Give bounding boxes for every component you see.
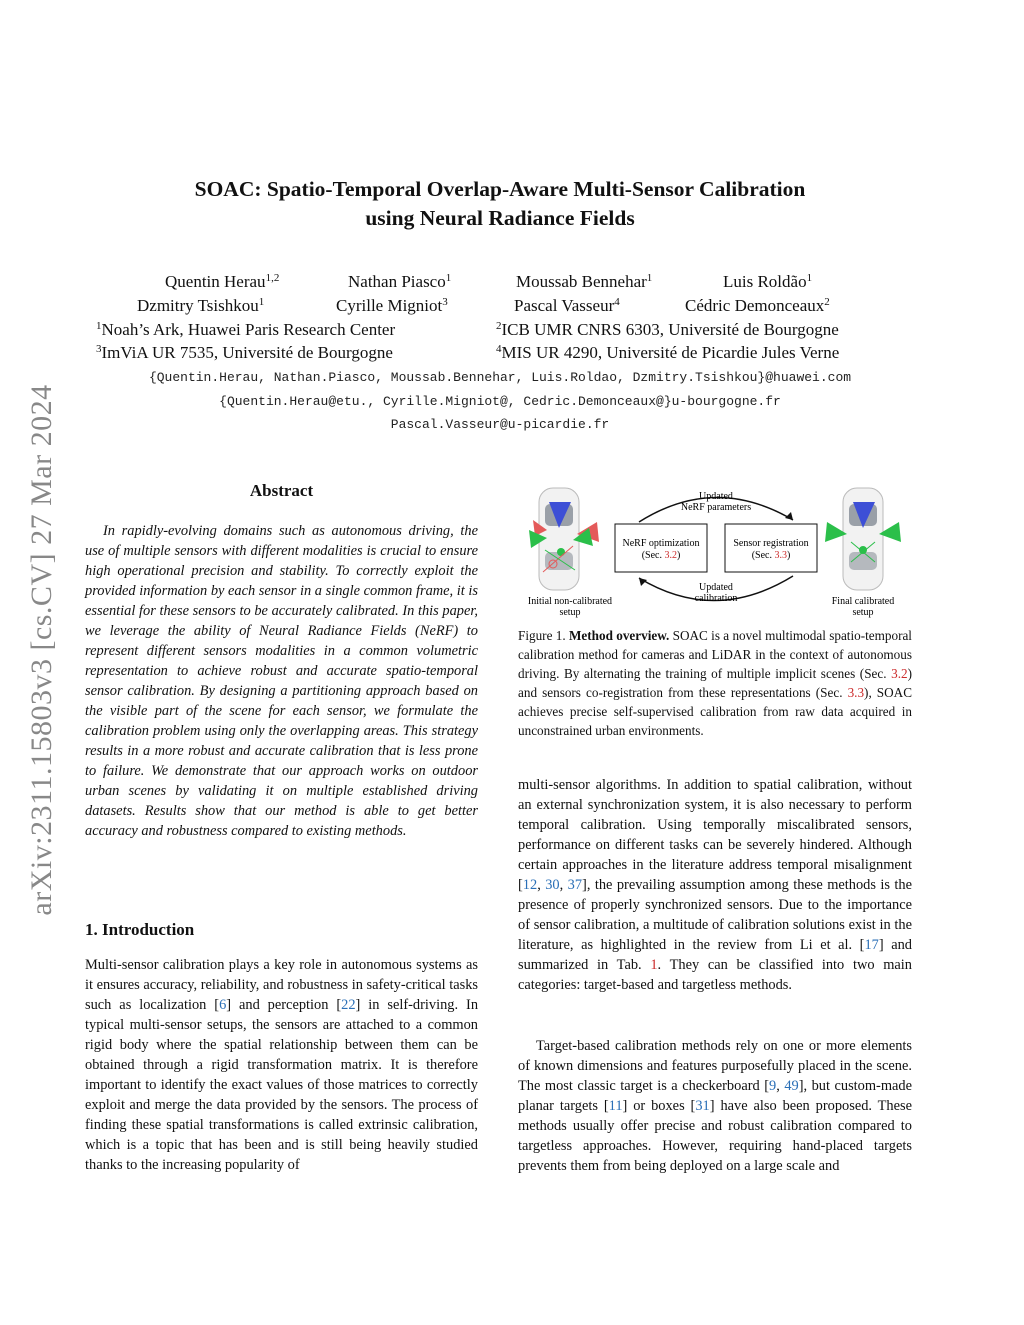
author: Dzmitry Tsishkou$^1$ <box>137 296 265 315</box>
calibrated-car-icon <box>825 488 901 590</box>
affiliation: $^1$Noah’s Ark, Huawei Paris Research Center <box>96 320 396 339</box>
author: Luis Roldão$^1$ <box>723 272 813 291</box>
author: Nathan Piasco$^1$ <box>348 272 452 291</box>
initial-car-icon <box>529 488 599 590</box>
initial-setup-label: setup <box>559 607 581 618</box>
affiliation: $^4$MIS UR 4290, Université de Picardie Jules Verne <box>496 343 840 362</box>
title-line-2: using Neural Radiance Fields <box>365 206 635 230</box>
email-line: Pascal.Vasseur@u-picardie.fr <box>390 417 610 432</box>
citation-link[interactable]: 31 <box>695 1098 710 1114</box>
citation-link[interactable]: 11 <box>608 1098 623 1114</box>
affiliation: $^3$ImViA UR 7535, Université de Bourgogne <box>96 343 393 362</box>
abstract-heading: Abstract <box>249 481 314 500</box>
author: Cédric Demonceaux$^2$ <box>685 296 830 315</box>
citation-link[interactable]: 49 <box>784 1078 799 1094</box>
figure-caption: Figure 1. Method overview. SOAC is a novel multimodal spatio-temporal calibration method for cameras and LiDAR in the context of autonomous driving. By alternating the training of multiple implicit scenes (Sec. 3.2) and sensors co-registration from these representations (Sec. 3.3), SOAC achieves precise self-supervised calibration from raw data acquired in unconstrained urban environments. <box>518 628 912 738</box>
table-ref-link[interactable]: 1 <box>650 957 658 973</box>
citation-link[interactable]: 9 <box>769 1078 777 1094</box>
arrow-label-top: NeRF parameters <box>680 502 752 513</box>
affiliation: $^2$ICB UMR CNRS 6303, Université de Bourgogne <box>496 320 839 339</box>
intro-heading: 1. Introduction <box>85 920 195 939</box>
final-setup-label: setup <box>852 607 874 618</box>
citation-link[interactable]: 22 <box>341 997 356 1013</box>
citation-link[interactable]: 6 <box>219 997 227 1013</box>
method-overview-figure <box>515 480 915 620</box>
sensor-box-section: (Sec. 3.3) <box>751 550 791 561</box>
abstract-text: In rapidly-evolving domains such as autonomous driving, the use of multiple sensors with different modalities is crucial to ensure high operational precision and stability. To correctly exploit the provided information by each sensor in a single common frame, it is essential for these sensors to be accurately calibrated. In this paper, we leverage the ability of Neural Radiance Fields (NeRF) to represent different sensors modalities in a common volumetric representation to achieve robust and accurate spatio-temporal sensor calibration. By designing a partitioning approach based on the visible part of the scene for each sensor, we formulate the calibration problem using only the overlapping areas. This strategy results in a more robust and accurate calibration that is less prone to failure. We demonstrate that our approach works on outdoor urban scenes by validating it on multiple established driving datasets. Results show that our method is able to get better accuracy and robustness compared to existing methods. <box>85 523 478 839</box>
citation-link[interactable]: 37 <box>567 877 583 893</box>
section-ref-link[interactable]: 3.3 <box>847 685 865 700</box>
nerf-box-section: (Sec. 3.2) <box>641 550 681 561</box>
right-paragraph-2: Target-based calibration methods rely on one or more elements of known dimensions and features purposefully placed in the scene. The most classic target is a checkerboard [9, 49], but custom-made planar targets [11] or boxes [31] have also been proposed. These methods usually offer precise and robust calibration compared to targetless approaches. However, requiring hand-placed targets prevents them from being deployed on a large scale and <box>518 1038 913 1174</box>
final-setup-label: Final calibrated <box>831 596 895 607</box>
intro-paragraph: Multi-sensor calibration plays a key role in autonomous systems as it ensures accuracy, reliability, and robustness in safety-critical tasks such as localization [6] and perception [22] in self-driving. In typical multi-sensor setups, the sensors are attached to a common rigid body where the spatial relationship between them can be obtained through a rigid transformation matrix. It is therefore important to identify the exact values of those matrices to correctly exploit and merge the data provided by the sensors. The process of finding these spatial transformations is called extrinsic calibration, which is a topic that has been and is still being heavily studied thanks to the increasing popularity of <box>85 957 479 1173</box>
arxiv-identifier: arXiv:2311.15803v3 [cs.CV] 27 Mar 2024 <box>25 384 58 916</box>
section-ref-link[interactable]: 3.2 <box>891 666 908 681</box>
author: Cyrille Migniot$^3$ <box>336 296 448 315</box>
author: Moussab Bennehar$^1$ <box>516 272 653 291</box>
citation-link[interactable]: 17 <box>864 937 879 953</box>
citation-link[interactable]: 12 <box>522 877 538 893</box>
nerf-box-label: NeRF optimization <box>622 538 700 549</box>
sensor-box-label: Sensor registration <box>733 538 809 549</box>
author: Quentin Herau$^{1,2}$ <box>165 272 280 291</box>
right-paragraph-1: multi-sensor algorithms. In addition to spatial calibration, without an external synchronization system, it is also necessary to perform temporal calibration. Using temporally miscalibrated sensors, performance on different tasks can be severely hindered. Although certain approaches in the literature address temporal misalignment [12, 30, 37], the prevailing assumption among these methods is the presence of properly synchronized sensors. Due to the importance of sensor calibration, a multitude of calibration solutions exist in the literature, as highlighted in the review from Li et al. [17] and summarized in Tab. 1. They can be classified into two main categories: target-based and targetless methods. <box>518 777 913 993</box>
email-line: {Quentin.Herau, Nathan.Piasco, Moussab.Bennehar, Luis.Roldao, Dzmitry.Tsishkou}@huawei.com <box>148 370 852 385</box>
paper-title <box>100 175 900 233</box>
citation-link[interactable]: 30 <box>545 877 560 893</box>
arrow-label-bottom: Updated <box>699 582 733 593</box>
email-line: {Quentin.Herau@etu., Cyrille.Migniot@, Cedric.Demonceaux@}u-bourgogne.fr <box>219 394 781 409</box>
arrow-label-top: Updated <box>699 491 733 502</box>
arrow-label-bottom: calibration <box>694 593 738 604</box>
initial-setup-label: Initial non-calibrated <box>527 596 613 607</box>
author: Pascal Vasseur$^4$ <box>514 296 620 315</box>
title-line-1: SOAC: Spatio-Temporal Overlap-Aware Multi-Sensor Calibration <box>194 177 806 201</box>
